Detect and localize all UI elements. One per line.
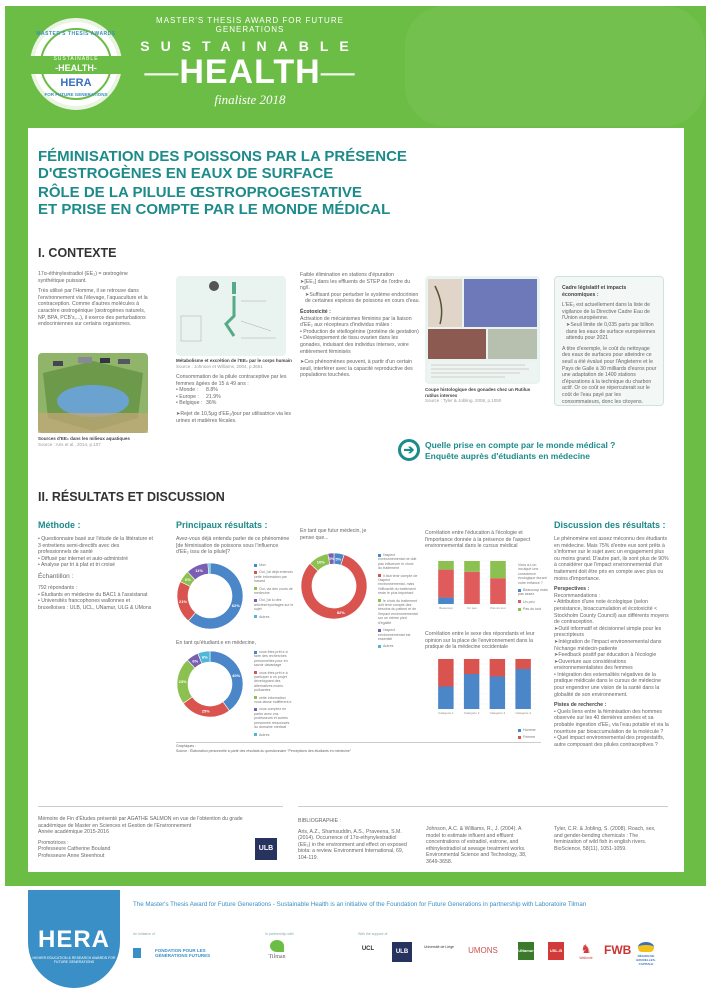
legend-item: Autres bbox=[378, 644, 418, 648]
figure-metabolism-caption: Métabolisme et excrétion de l'EE₂ par le corps humain Source : Johnson et Williams, 2004, p.3651 bbox=[176, 358, 292, 369]
bar-segment bbox=[438, 570, 454, 598]
figure-histology-caption: Coupe histologique des gonades chez un Rutilus rutilus intersex Source : Tyler & Jobling, 2008, p.1050 bbox=[425, 387, 531, 403]
bar-segment bbox=[464, 561, 480, 572]
title-primary: FÉMINISATION DES POISSONS PAR LA PRÉSENCE D'ŒSTROGÈNES EN EAUX DE SURFACE bbox=[38, 148, 407, 182]
divider bbox=[38, 806, 283, 807]
legend-item: Pas du tout bbox=[518, 607, 548, 611]
method-text: • Questionnaire basé sur l'étude de la littérature et 3 entretiens semi-directifs avec des professionnels de santé • Diffusé par internet et auto-administré • Analyse par tri à plat et tri croisé Échantillon : 792 répondants : • Étudiants en médecine du BAC1 à l'assistanat • Universités francophones wallonnes et bruxelloises : ULB, UCL, UNamur, ULG & UMons bbox=[38, 536, 153, 611]
legend-item: le choix du traitement doit tenir compte des besoins du patient et de l'impact environnemental sur un même pied d'égalité bbox=[378, 598, 418, 625]
research-item: • Quel impact environnemental des progestatifs, autre composant des pilules contraceptives ? bbox=[554, 735, 665, 748]
footer-tagline: The Master's Thesis Award for Future Generations - Sustainable Health is an initiative of the Foundation for Future Generations in partnership with Laboratoire Tilman bbox=[133, 901, 587, 908]
legend-item: Femme bbox=[518, 735, 548, 739]
bar-segment bbox=[515, 659, 530, 669]
legend-item: Oui, j'ai lu des articles/reportages sur le sujet bbox=[254, 598, 294, 612]
sustainable-label: SUSTAINABLE bbox=[140, 38, 360, 54]
perspective-item: • Attribution d'une note écologique (selon persistance, bioaccumulation et écotoxicité < Stockholm County Council) aux différents moyens de contraception. bbox=[554, 599, 669, 626]
bar-segment bbox=[490, 561, 506, 578]
figure-sources-caption: Sources d'EE₂ dans les milieux aquatiques Source : Aris et al., 2014, p.107 bbox=[38, 436, 130, 447]
consumption-row: • Europe : 21.9% bbox=[176, 393, 221, 400]
pill-consumption: Consommation de la pilule contraceptive par les femmes âgées de 15 à 49 ans : • Monde : 8.8% • Europe : 21.9% • Belgique : 36% ➤Rejet de 10,5μg d'EE₂/jour par utilisatrice via les urines et matières fécales. bbox=[176, 374, 292, 424]
figure-sources-ee2 bbox=[38, 353, 148, 433]
bar-segment bbox=[490, 677, 505, 710]
method-title: Méthode : bbox=[38, 520, 81, 530]
umons-logo: UMONS bbox=[468, 946, 498, 955]
ucl-logo: UCL bbox=[361, 946, 375, 952]
pie2-legend bbox=[254, 650, 294, 740]
pie-slice-label: 3% bbox=[328, 556, 335, 562]
perspective-item: • Intégration des externalités négatives de la pratique médicale dans le cursus de médecine pour engendrer une vision de la santé dans la globalité de son environnement. bbox=[554, 671, 661, 698]
bar-category-label: Pas du tout bbox=[490, 606, 506, 610]
pie-slice-label: 6% bbox=[201, 654, 208, 660]
bar1-title: Corrélation entre l'éducation à l'écologie et l'importance donnée à la présence de l'aspect environnemental dans le cursus médical bbox=[425, 530, 531, 550]
figure-metabolism bbox=[176, 276, 286, 356]
pie-slice-label: 40% bbox=[232, 673, 241, 679]
ulb-footer-logo: ULB bbox=[392, 942, 412, 962]
bar-segment bbox=[515, 669, 530, 709]
pie-slice-label: 6% bbox=[192, 658, 199, 664]
method-item: • Diffusé par internet et auto-administré bbox=[38, 555, 128, 562]
ffg-logo: FONDATION POUR LES GÉNÉRATIONS FUTURES bbox=[133, 948, 228, 958]
pie-slice-label: 82% bbox=[336, 610, 345, 616]
pie1-legend bbox=[254, 563, 294, 622]
legend-item: Oui, via des cours de médecine bbox=[254, 586, 293, 596]
pie-slice bbox=[183, 697, 229, 717]
pie-slice-label: 6% bbox=[185, 577, 191, 583]
support-label: With the support of bbox=[358, 932, 388, 936]
bar-segment bbox=[464, 674, 479, 709]
pie-chart-future-doctor bbox=[298, 550, 370, 622]
health-label: —HEALTH— bbox=[144, 53, 356, 91]
bar-category-label: Un peu bbox=[467, 606, 477, 610]
sample-item: • Universités francophones wallonnes et bruxelloises : ULB, UCL, UNamur, ULG & UMons bbox=[38, 598, 152, 611]
legend-title: Vous a-t-on inculqué une conscience écologique durant votre enfance ? bbox=[518, 563, 547, 585]
method-item: • Analyse par tri à plat et tri croisé bbox=[38, 562, 116, 569]
perspective-item: ➤Outil informatif et décisionnel simple pour les prescripteurs bbox=[554, 625, 662, 639]
bar2-legend bbox=[518, 728, 548, 743]
partnership-label: In partnership with bbox=[265, 932, 294, 936]
pie-slice bbox=[208, 563, 210, 574]
section-results-heading: II. RÉSULTATS ET DISCUSSION bbox=[38, 490, 225, 504]
divider bbox=[176, 742, 541, 743]
perspective-item: ➤Intégration de l'impact environnemental dans l'échange médecin-patiente bbox=[554, 638, 662, 652]
award-badge-logo: MASTER'S THESIS AWARDS SUSTAINABLE -HEALTH- HERA FOR FUTURE GENERATIONS bbox=[30, 18, 122, 110]
pie-slice-label: 23% bbox=[178, 678, 187, 684]
hera-logo: HERA HIGHER EDUCATION & RESEARCH AWARDS FOR FUTURE GENERATIONS bbox=[28, 890, 120, 988]
legend-item: l'aspect environnemental ne doit pas influencer le choix du traitement bbox=[378, 553, 417, 571]
bar-category-label: Catégorie 2 bbox=[463, 711, 480, 715]
main-results-title: Principaux résultats : bbox=[176, 520, 268, 530]
bar2-title: Corrélation entre le sexe des répondants et leur opinion sur la place de l'environnement dans la pratique de la médecine occidentale bbox=[425, 631, 535, 651]
pie-slice-label: 21% bbox=[179, 599, 188, 605]
bibliography-ref-3: Tyler, C.R. & Jobling, S. (2008). Roach, sex, and gender-bending chemicals : The feminization of wild fish in english rivers. BioScience, 58(11), 1051-1059. bbox=[554, 826, 656, 852]
pie-chart-as-student bbox=[174, 648, 246, 720]
unamur-logo: UNamur bbox=[518, 942, 534, 960]
legend-item: Non bbox=[254, 563, 294, 567]
section-contexte-heading: I. CONTEXTE bbox=[38, 246, 117, 260]
pie-slice-label: 62% bbox=[231, 603, 240, 609]
poster-panel bbox=[28, 128, 684, 872]
bibliography-ref-2: Johnson, A.C. & Williams, R., J. (2004). A model to estimate influent and effluent concentrations of estradiol, estrone, and ethinylestradiol at sewage treatment works. Environmental Science and Technology, 38, 3649-3658. bbox=[426, 826, 527, 865]
pie-chart-heard-of-phenomenon bbox=[174, 560, 246, 632]
bar-category-label: Catégorie 4 bbox=[515, 711, 531, 715]
discussion-title: Discussion des résultats : bbox=[554, 520, 666, 530]
bar-chart-ecology-education bbox=[425, 558, 515, 623]
pie3-legend bbox=[378, 553, 418, 652]
ulg-logo: Université de Liège bbox=[424, 945, 454, 949]
survey-question-heading: Quelle prise en compte par le monde médical ? Enquête auprès d'étudiants en médecine bbox=[425, 440, 616, 461]
method-item: • Questionnaire basé sur l'étude de la littérature et 3 entretiens semi-directifs avec des professionnels de santé bbox=[38, 536, 153, 556]
pie-slice-label: 5% bbox=[335, 556, 342, 562]
context-ecotox: Faible élimination en stations d'épuration ➤[EE₂] dans les effluents de STEP de l'ordre du ng/l. ➤Suffisant pour perturber le système endocrinien de certaines espèces de poissons en cours d'eau. Écotoxicité : Activation de mécanismes féminins par la liaison d'EE₂ aux récepteurs d'individus mâles : • Production de vitellogénine (protéine de gestation) • Développement de tissu ovarien dans les gonades, induisant des individus intersex, voire entièrement féminisés ➤Ces phénomènes peuvent, à partir d'un certain seuil, interférer avec la capacité reproductive des populations touchées. bbox=[300, 272, 420, 379]
fwb-logo: FWB bbox=[604, 943, 632, 957]
consumption-row: • Monde : 8.8% bbox=[176, 387, 218, 394]
tilman-logo: Tilman bbox=[262, 940, 292, 960]
bar-segment bbox=[464, 572, 480, 604]
legend-item: cette information vous laisse indifférent.e bbox=[254, 695, 292, 705]
discussion-text: Le phénomène est assez méconnu des étudiants en médecine. Mais 75% d'entre eux sont prêts à s'informer sur le sujet avec un engagement plus ou moins grand. D'autre part, ils sont plus de 90% à considérer que l'impact environnemental d'un traitement doit être pris en compte avec plus ou moins d'importance. Perspectives : Recommandations : • Attribution d'une note écologique (selon persistance, bioaccumulation et écotoxicité < Stockholm County Council) aux différents moyens de contraception. ➤Outil informatif et décisionnel simple pour les prescripteurs ➤Intégration de l'impact environnemental dans l'échange médecin-patiente ➤Feedback positif par éducation à l'écologie ➤Ouverture aux considérations environnementalistes des femmes • Intégration des externalités négatives de la pratique médicale dans le cursus de médecine pour engendrer une vision de la santé dans la globalité de son environnement. Pistes de recherche : • Quels liens entre la féminisation des hommes observée sur les 40 dernières années et sa probable ingestion d'EE₂ via l'eau potable et via la nourriture par bioaccumulation de la molécule ? • Quel impact environnemental des progestatifs, autre composant des pilules contraceptives ? bbox=[554, 536, 669, 748]
pie-slice-label: 11% bbox=[195, 568, 204, 574]
perspective-item: ➤Feedback positif par éducation à l'écologie bbox=[554, 652, 657, 659]
sample-item: • Étudiants en médecine du BAC1 à l'assistanat bbox=[38, 591, 148, 598]
bar-segment bbox=[464, 659, 479, 674]
divider bbox=[298, 806, 668, 807]
figure-histology bbox=[425, 276, 540, 384]
pie-slice bbox=[210, 651, 243, 711]
wallonie-logo: ♞ Wallonie bbox=[579, 942, 593, 960]
bar-segment bbox=[438, 561, 454, 570]
award-header bbox=[140, 16, 360, 108]
bibliography: BIBLIOGRAPHIE : Aris, A.Z., Shamsuddin, A.S., Praveena, S.M. (2014). Occurrence of 17α-ethynylestradiol (EE₂) in the environment and effect on exposed biota: a review. Environment International, 69, 104-119. bbox=[298, 818, 407, 861]
legend-item: Un peu bbox=[518, 600, 548, 604]
graph-source: Graphiques : Source : Élaboration personnelle à partir des résultats du questionnaire "Perceptions des étudiants en médecine" bbox=[176, 744, 352, 753]
research-item: • Quels liens entre la féminisation des hommes observée sur les 40 dernières années et sa probable ingestion d'EE₂ via l'eau potable et via la nourriture par bioaccumulation de la molécule ? bbox=[554, 708, 669, 735]
legend-item: Oui, j'ai déjà entendu cette information par hasard bbox=[254, 570, 293, 584]
legend-item: Beaucoup mais pas assez bbox=[518, 588, 548, 597]
bar-segment bbox=[438, 687, 453, 710]
legend-item: Autres bbox=[254, 733, 294, 737]
ulb-logo: ULB bbox=[255, 838, 277, 860]
legend-item: vous comptez en parler avec vos professeurs et autres personnes ressources du domaine médical bbox=[254, 707, 290, 730]
finalist-label: finaliste 2018 bbox=[214, 92, 286, 107]
arrow-right-icon: ➔ bbox=[398, 439, 420, 461]
pie-slice-label: 25% bbox=[201, 708, 210, 714]
brussels-logo: RÉGION DE BRUXELLES-CAPITALE bbox=[632, 942, 660, 966]
legend-item: Autres bbox=[254, 615, 294, 619]
bar-segment bbox=[490, 578, 506, 604]
award-subtitle: MASTER'S THESIS AWARD FOR FUTURE GENERATIONS bbox=[156, 16, 344, 34]
consumption-row: • Belgique : 36% bbox=[176, 400, 217, 407]
bar-segment bbox=[438, 598, 454, 604]
legal-framework-box: Cadre législatif et impacts économiques : L'EE₂ est actuellement dans la liste de vigilance de la Directive Cadre Eau de l'Union européenne. ➤Seuil limite de 0,035 parts par billion dans les eaux de surface européennes attendu pour 2021 A titre d'exemple, le coût du nettoyage des eaux de surfaces pour atteindre ce seuil a été évalué pour l'Angleterre et le Pays de Galle à 30 milliards d'euros pour une adaptation de 1400 stations d'épurations à la technique du charbon actif. Or ce coût se répercuterait sur le coût de l'eau payé par les consommateurs, donc les citoyens. bbox=[554, 276, 664, 406]
thesis-credits: Mémoire de Fin d'Études présenté par AGATHE SALMON en vue de l'obtention du grade académique de Master en Sciences et Gestion de l'Environnement Année académique 2015-2016 Promotrices : Professeure Catherine Bouland Professeure Anne Steenhout bbox=[38, 816, 243, 859]
bar-chart-gender bbox=[425, 656, 540, 728]
bar-category-label: Catégorie 3 bbox=[489, 711, 506, 715]
pie3-question: En tant que futur médecin, je pense que... bbox=[300, 528, 367, 541]
bar-category-label: Beaucoup bbox=[439, 606, 453, 610]
legend-item: vous êtes prêt.e à faire des recherches personnelles pour en savoir davantage bbox=[254, 650, 288, 668]
legend-item: il faut tenir compte de l'aspect environnemental, mais l'efficacité du traitement reste le plus important bbox=[378, 573, 418, 596]
legend-item: l'aspect environnemental est essentiel bbox=[378, 628, 411, 641]
pie-slice-label: 10% bbox=[316, 559, 325, 565]
legend-item: vous êtes prêt.e à participer à un projet développant des alternatives moins polluantes bbox=[254, 670, 288, 693]
bar1-legend bbox=[518, 563, 548, 615]
initiative-label: An initiative of bbox=[133, 932, 155, 936]
title-secondary: RÔLE DE LA PILULE ŒSTROPROGESTATIVE ET PRISE EN COMPTE PAR LE MONDE MÉDICAL bbox=[38, 184, 391, 218]
bar-category-label: Catégorie 1 bbox=[438, 711, 454, 715]
legend-item: Homme bbox=[518, 728, 548, 732]
pie1-question: Avez-vous déjà entendu parler de ce phénomène [de féminisation de poissons sous l'influence d'EE₂ issu de la pilule]? bbox=[176, 536, 290, 556]
pie2-question: En tant qu'étudiant.e en médecine, bbox=[176, 640, 257, 646]
perspective-item: ➤Ouverture aux considérations environnementalistes des femmes bbox=[554, 658, 633, 672]
context-intro: 17α-éthinylestradiol (EE₂) = œstrogène synthétique puissant. Très utilisé par l'Homme, il se retrouve dans l'environnement via l'élevage, l'aquaculture et la contraception. Comme d'autres molécules à caractère œstrogénique (œstrogènes naturels, NP, BPA, PCB's,...), il exerce des perturbations endocriniennes sur certains organismes. bbox=[38, 271, 148, 328]
bar-segment bbox=[438, 659, 453, 687]
usl-logo: USL-B bbox=[548, 942, 564, 960]
bar-segment bbox=[490, 659, 505, 677]
